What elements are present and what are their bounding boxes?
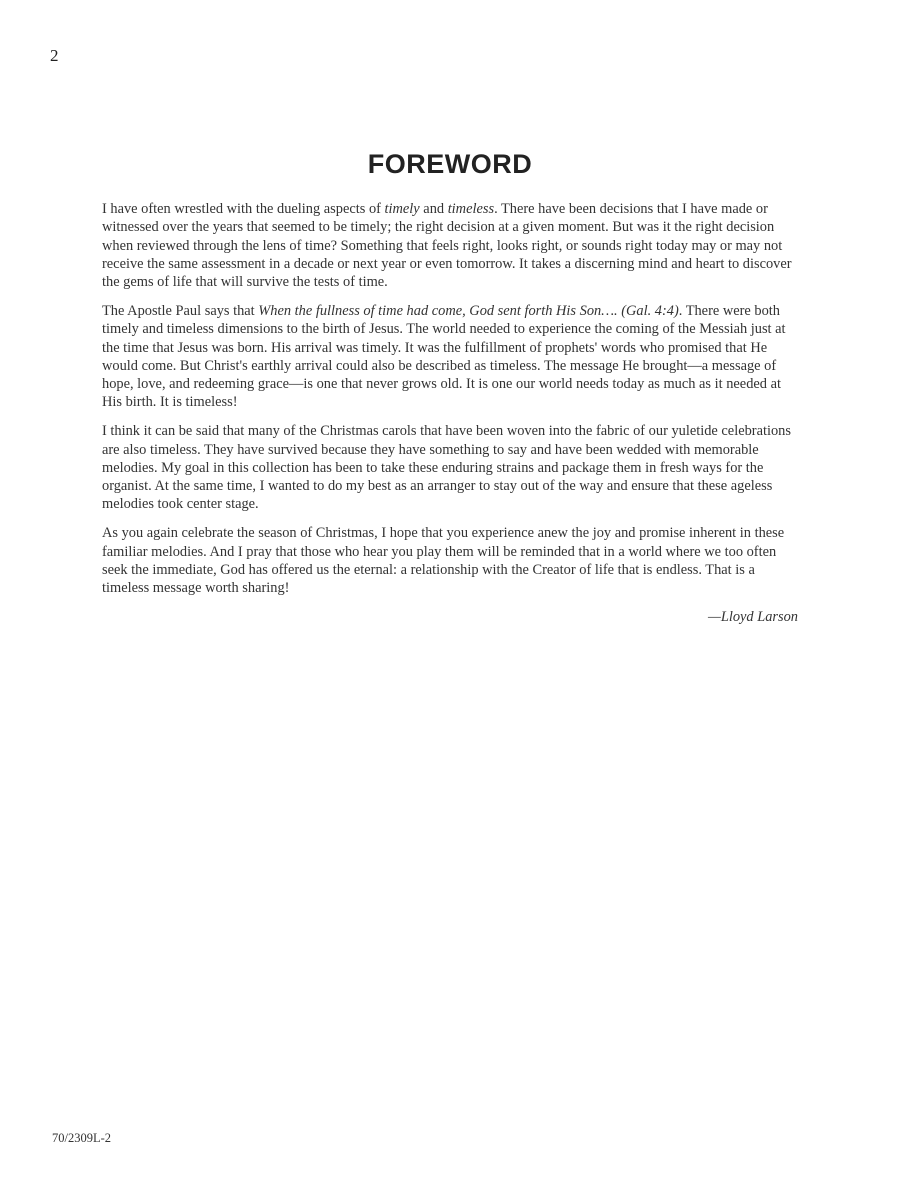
paragraph-1 — [102, 200, 798, 291]
text-segment: The Apostle Paul says that — [102, 302, 259, 319]
scripture-quote: When the fullness of time had come, God sent forth His Son…. (Gal. 4:4) — [258, 302, 679, 319]
page-number: 2 — [50, 46, 59, 65]
text-segment-italic: timeless — [447, 201, 495, 217]
text-segment: and — [419, 201, 448, 217]
catalog-code: 70/2309L-2 — [52, 1131, 112, 1145]
text-segment: I have often wrestled with the dueling aspects of — [102, 201, 385, 217]
paragraph-4 — [102, 524, 798, 597]
text-segment: . There have been decisions that I have made or witnessed over the years that seemed to be timely; the right decision at a given moment. But was it the right decision when reviewed through the lens of time? Something that feels right, looks right, or sounds right today may or may not receive the same assessment in a decade or next year or even tomorrow. It takes a discerning mind and heart to discover the gems of life that will survive the tests of time. — [102, 201, 792, 291]
page-title: FOREWORD — [367, 149, 533, 179]
foreword-body — [102, 200, 798, 626]
paragraph-2 — [102, 302, 798, 412]
text-segment-italic: timely — [384, 201, 420, 217]
text-segment: I think it can be said that many of the Christmas carols that have been woven into the fabric of our yuletide celebrations are also timeless. They have survived because they have something to say and have been wedded with memorable melodies. My goal in this collection has been to take these enduring strains and package them in fresh ways for the organist. At the same time, I wanted to do my best as an arranger to stay out of the way and ensure that these ageless melodies took center stage. — [102, 423, 791, 513]
author-signature: —Lloyd Larson — [708, 608, 798, 625]
text-segment: . There were both timely and timeless dimensions to the birth of Jesus. The world needed to experience the coming of the Messiah just at the time that Jesus was born. His arrival was timely. It was the fulfillment of prophets' words who promised that He would come. But Christ's earthly arrival could also be described as timeless. The message He brought—a message of hope, love, and redeeming grace—is one that never grows old. It is one our world needs today as much as it needed at His birth. It is timeless! — [102, 302, 786, 411]
text-segment: As you again celebrate the season of Christmas, I hope that you experience anew the joy and promise inherent in these familiar melodies. And I pray that those who hear you play them will be reminded that in a world where we too often seek the immediate, God has offered us the eternal: a relationship with the Creator of life that is endless. That is a timeless message worth sharing! — [102, 525, 785, 597]
paragraph-3 — [102, 422, 798, 513]
